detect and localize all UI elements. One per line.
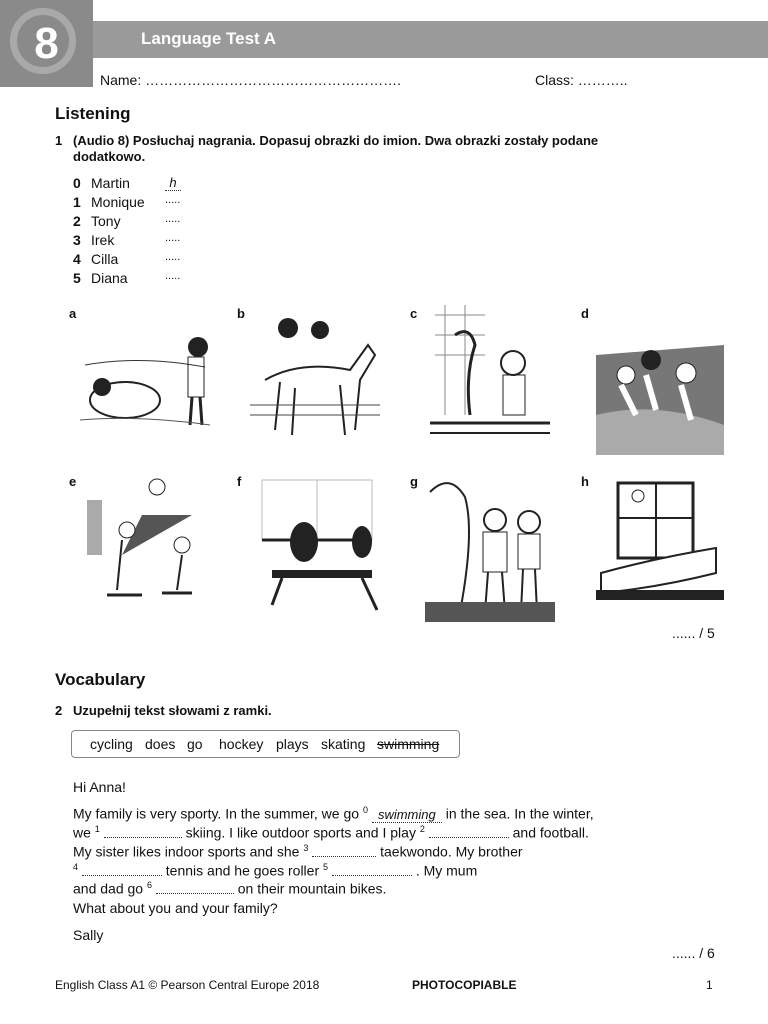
listening-heading: Listening — [55, 104, 131, 123]
word-box-item: plays — [276, 736, 309, 752]
picture-label-h: h — [581, 474, 589, 489]
gap-1-field[interactable] — [104, 825, 182, 838]
listening-item-name: Cilla — [91, 251, 119, 267]
letter-line-3 — [73, 843, 523, 860]
letter-line-1 — [73, 805, 594, 823]
answer-field[interactable]: ..... — [165, 213, 181, 225]
gap-number-6: 6 — [146, 880, 152, 890]
gap-2-field[interactable] — [429, 825, 509, 838]
letter-line-5 — [73, 880, 386, 897]
word-box-item: cycling — [90, 736, 133, 752]
line2-text-b: skiing. I like outdoor sports and I play — [185, 824, 416, 841]
line1-text-b: in the sea. In the winter, — [445, 805, 594, 822]
test-title: Language Test A — [141, 29, 277, 48]
letter-line-4 — [73, 862, 477, 879]
line5-text-a: and dad go — [73, 880, 144, 897]
footer-page-number: 1 — [706, 978, 713, 992]
line1-text-a: My family is very sporty. In the summer, we go — [73, 805, 360, 822]
q1-instruction-line2: dodatkowo. — [73, 149, 146, 164]
footer-photocopiable: PHOTOCOPIABLE — [412, 978, 517, 992]
picture-label-e: e — [69, 474, 77, 489]
listening-item-name: Diana — [91, 270, 128, 286]
line2-text-c: and football. — [512, 824, 589, 841]
picture-b-horse-riding — [250, 310, 380, 445]
word-box-item: go — [187, 736, 203, 752]
listening-item-number: 0 — [73, 175, 81, 191]
line4-text-a: tennis and he goes roller — [165, 862, 320, 879]
unit-badge — [0, 0, 93, 87]
gap-number-4: 4 — [73, 862, 79, 872]
gap-3-field[interactable] — [312, 844, 376, 857]
answer-field[interactable]: ..... — [165, 251, 181, 263]
q1-instruction-line1: (Audio 8) Posłuchaj nagrania. Dopasuj obrazki do imion. Dwa obrazki zostały podane — [73, 133, 599, 148]
vocabulary-score: ...... / 6 — [672, 945, 715, 961]
q2-number: 2 — [55, 703, 63, 718]
gap-6-field[interactable] — [156, 881, 234, 894]
q1-number: 1 — [55, 133, 63, 148]
listening-item-number: 5 — [73, 270, 81, 286]
picture-label-f: f — [237, 474, 242, 489]
answer-field[interactable]: ..... — [165, 194, 181, 206]
line5-text-b: on their mountain bikes. — [237, 880, 387, 897]
line4-text-b: . My mum — [415, 862, 478, 879]
gap-number-5: 5 — [323, 862, 329, 872]
listening-item-number: 4 — [73, 251, 81, 267]
picture-label-g: g — [410, 474, 418, 489]
listening-score: ...... / 5 — [672, 625, 715, 641]
letter-line-6: What about you and your family? — [73, 900, 278, 916]
gap-0-example: swimming — [372, 807, 442, 823]
word-box-item: does — [145, 736, 176, 752]
name-field: Name: ………………………………………………. — [100, 72, 402, 88]
gap-5-field[interactable] — [332, 863, 412, 876]
picture-label-c: c — [410, 306, 418, 321]
letter-line-2 — [73, 824, 589, 841]
line3-text-b: taekwondo. My brother — [380, 843, 523, 860]
gap-number-3: 3 — [303, 843, 309, 853]
listening-item-name: Martin — [91, 175, 130, 191]
class-field: Class: ……….. — [535, 72, 628, 88]
listening-item-name: Tony — [91, 213, 121, 229]
letter-signoff: Sally — [73, 927, 104, 943]
picture-d-kids-at-beach — [596, 305, 724, 455]
gap-number-0: 0 — [362, 805, 368, 815]
footer-copyright: English Class A1 © Pearson Central Europe 2018 — [55, 978, 320, 992]
picture-c-boy-at-zoo — [425, 305, 555, 445]
picture-f-weightlifting — [252, 475, 380, 615]
listening-item-name: Irek — [91, 232, 115, 248]
picture-label-b: b — [237, 306, 245, 321]
picture-label-a: a — [69, 306, 77, 321]
q2-instruction: Uzupełnij tekst słowami z ramki. — [73, 703, 272, 718]
listening-item-number: 1 — [73, 194, 81, 210]
picture-g-couple-in-garden — [425, 472, 555, 622]
word-box-item: swimming — [377, 736, 440, 752]
listening-item-number: 2 — [73, 213, 81, 229]
answer-field[interactable]: ..... — [165, 270, 181, 282]
word-box-item: hockey — [219, 736, 264, 752]
vocabulary-heading: Vocabulary — [55, 670, 146, 689]
unit-number: 8 — [34, 19, 59, 68]
gap-number-2: 2 — [419, 824, 425, 834]
line2-text-a: we — [73, 824, 91, 841]
listening-item-number: 3 — [73, 232, 81, 248]
title-bar — [93, 21, 768, 58]
line3-text-a: My sister likes indoor sports and she — [73, 843, 300, 860]
answer-field[interactable]: ..... — [165, 232, 181, 244]
picture-label-d: d — [581, 306, 589, 321]
gap-number-1: 1 — [94, 824, 100, 834]
picture-e-skateboarders — [82, 475, 210, 615]
picture-a-boy-helping-fallen-kid — [80, 305, 210, 435]
example-answer: h — [165, 175, 181, 191]
word-box-item: skating — [321, 736, 366, 752]
gap-4-field[interactable] — [82, 863, 162, 876]
listening-item-name: Monique — [91, 194, 145, 210]
picture-h-girl-sleeping — [596, 478, 724, 608]
letter-greeting: Hi Anna! — [73, 779, 126, 795]
